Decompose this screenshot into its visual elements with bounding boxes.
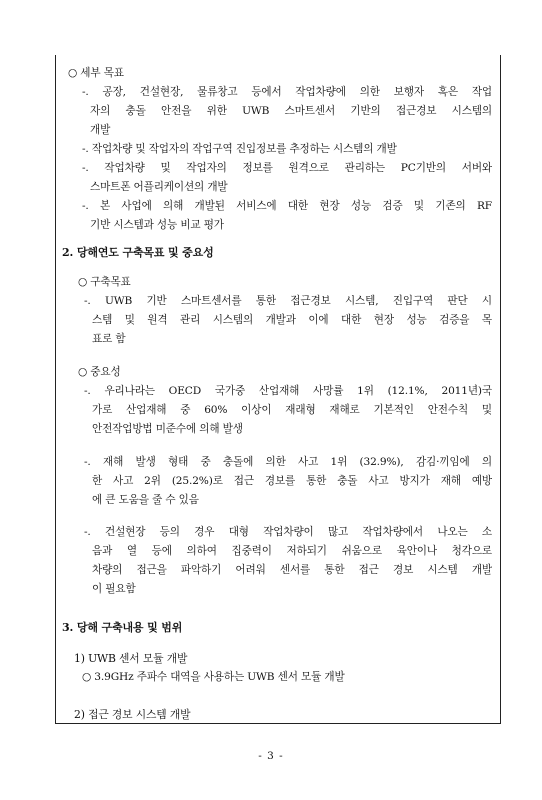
subsection-2-title: 2) 접근 경보 시스템 개발 bbox=[74, 708, 191, 721]
subsection-1-title: 1) UWB 센서 모듈 개발 bbox=[74, 652, 188, 665]
importance-item-1 bbox=[84, 382, 492, 439]
importance-item-3 bbox=[84, 523, 492, 599]
importance-heading: ○ 중요성 bbox=[78, 366, 121, 378]
importance-item-2 bbox=[84, 453, 492, 510]
goal-line: 기반 시스템과 성능 비교 평가 bbox=[90, 219, 224, 231]
importance-line: -. 재해 발생 형태 중 충돌에 의한 사고 1위 (32.9%), 감김·끼임에 의 bbox=[84, 456, 492, 468]
goal-line: 자의 충돌 안전을 위한 UWB 스마트센서 기반의 접근경보 시스템의 bbox=[90, 105, 492, 117]
importance-line: 음과 열 등에 의하여 집중력이 저하되기 쉬움으로 육안이나 청각으로 bbox=[92, 545, 492, 557]
goal-item-4 bbox=[82, 197, 492, 235]
target-line: 스템 및 원격 관리 시스템의 개발과 이에 대한 현장 성능 검증을 목 bbox=[92, 314, 492, 326]
section-3-title: 3. 당해 구축내용 및 범위 bbox=[62, 621, 183, 634]
goal-line: 스마트폰 어플리케이션의 개발 bbox=[90, 181, 228, 193]
importance-line: 안전작업방법 미준수에 의해 발생 bbox=[92, 423, 243, 435]
importance-line: 가로 산업재해 중 60% 이상이 재래형 재해로 기본적인 안전수칙 및 bbox=[92, 404, 492, 416]
goal-line: -. 공장, 건설현장, 물류창고 등에서 작업차량에 의한 보행자 혹은 작업 bbox=[82, 86, 492, 98]
subsection-1-item: ○ 3.9GHz 주파수 대역을 사용하는 UWB 센서 모듈 개발 bbox=[82, 671, 345, 683]
importance-line: 차량의 접근을 파악하기 어려워 센서를 통한 접근 경보 시스템 개발 bbox=[92, 564, 492, 576]
goal-item-1 bbox=[82, 83, 492, 140]
importance-line: 한 사고 2위 (25.2%)로 접근 경보를 통한 충돌 사고 방지가 재해 예방 bbox=[92, 475, 492, 487]
importance-line: 이 필요함 bbox=[92, 583, 136, 595]
importance-line: 에 큰 도움을 줄 수 있음 bbox=[92, 494, 199, 506]
goal-item-2 bbox=[82, 140, 492, 159]
goal-item-3 bbox=[82, 159, 492, 197]
goal-line: -. 본 사업에 의해 개발된 서비스에 대한 현장 성능 검증 및 기존의 RF bbox=[82, 200, 492, 212]
page-frame bbox=[55, 55, 501, 724]
section-2-title: 2. 당해연도 구축목표 및 중요성 bbox=[62, 246, 214, 259]
goal-line: -. 작업차량 및 작업자의 정보를 원격으로 관리하는 PC기반의 서버와 bbox=[82, 162, 492, 174]
target-heading: ○ 구축목표 bbox=[78, 276, 131, 288]
importance-line: -. 건설현장 등의 경우 대형 작업차량이 많고 작업차량에서 나오는 소 bbox=[84, 526, 492, 538]
goal-line: -. 작업차량 및 작업자의 작업구역 진입정보를 추정하는 시스템의 개발 bbox=[82, 143, 397, 155]
target-line: 표로 함 bbox=[92, 333, 126, 345]
goal-line: 개발 bbox=[90, 124, 111, 136]
target-line: -. UWB 기반 스마트센서를 통한 접근경보 시스템, 진입구역 판단 시 bbox=[84, 295, 492, 307]
importance-line: -. 우리나라는 OECD 국가중 산업재해 사망률 1위 (12.1%, 2011년)국 bbox=[84, 385, 492, 397]
page-number: - 3 - bbox=[258, 750, 284, 762]
goals-heading: ○ 세부 목표 bbox=[68, 67, 124, 79]
target-item bbox=[84, 292, 492, 349]
